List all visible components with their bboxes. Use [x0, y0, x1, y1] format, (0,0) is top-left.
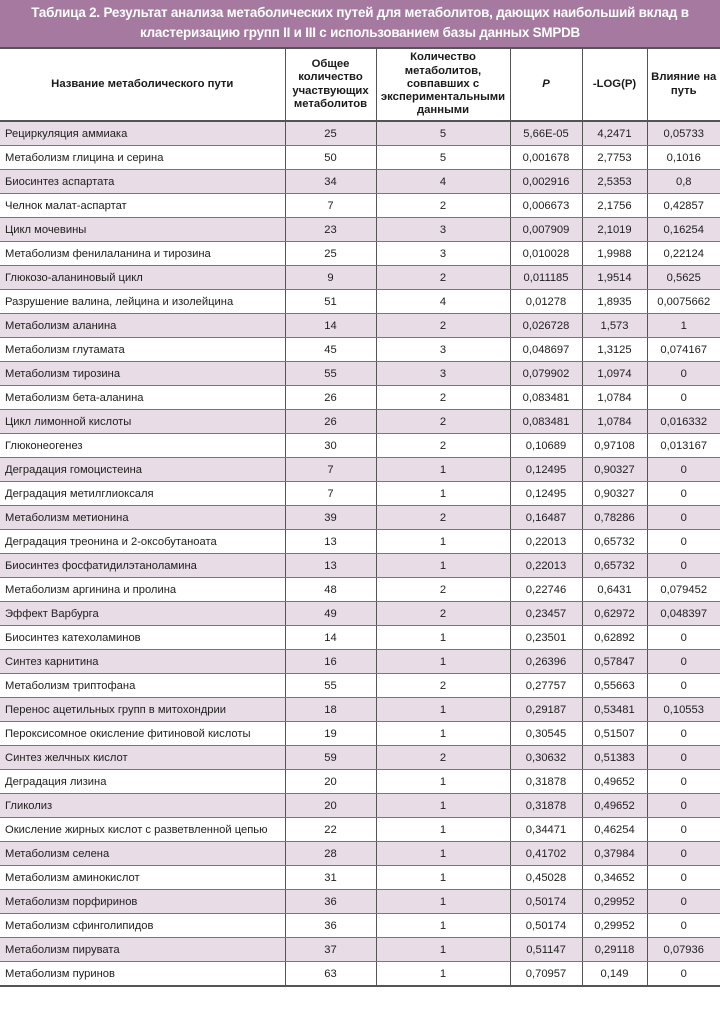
- cell-p-value: 0,22746: [510, 578, 582, 602]
- cell-pathway-name: Биосинтез аспартата: [0, 170, 285, 194]
- cell-pathway-name: Биосинтез катехоламинов: [0, 626, 285, 650]
- cell-pathway-impact: 0,16254: [647, 218, 720, 242]
- cell-pathway-impact: 1: [647, 314, 720, 338]
- cell-p-value: 0,083481: [510, 410, 582, 434]
- header-total-metabolites: Общее количество участвующих метаболитов: [285, 48, 376, 121]
- cell-p-value: 0,22013: [510, 530, 582, 554]
- cell-p-value: 0,16487: [510, 506, 582, 530]
- cell-pathway-name: Метаболизм пирувата: [0, 938, 285, 962]
- table-row: [0, 674, 720, 698]
- cell-p-value: 0,45028: [510, 866, 582, 890]
- table-row: [0, 578, 720, 602]
- cell-pathway-impact: 0: [647, 866, 720, 890]
- cell-p-value: 0,23457: [510, 602, 582, 626]
- cell-matched-metabolites: 2: [376, 674, 510, 698]
- cell-total-metabolites: 28: [285, 842, 376, 866]
- cell-pathway-name: Окисление жирных кислот с разветвленной цепью: [0, 818, 285, 842]
- table-row: [0, 290, 720, 314]
- cell-total-metabolites: 13: [285, 530, 376, 554]
- cell-pathway-name: Метаболизм аргинина и пролина: [0, 578, 285, 602]
- cell-matched-metabolites: 1: [376, 530, 510, 554]
- table-row: [0, 650, 720, 674]
- cell-neg-log-p: 0,29118: [582, 938, 647, 962]
- cell-matched-metabolites: 2: [376, 386, 510, 410]
- cell-pathway-impact: 0: [647, 794, 720, 818]
- cell-matched-metabolites: 2: [376, 314, 510, 338]
- cell-total-metabolites: 63: [285, 962, 376, 987]
- cell-neg-log-p: 1,0974: [582, 362, 647, 386]
- cell-total-metabolites: 59: [285, 746, 376, 770]
- cell-matched-metabolites: 1: [376, 698, 510, 722]
- cell-neg-log-p: 1,9988: [582, 242, 647, 266]
- header-matched-metabolites: Количество метаболитов, совпавших с экспериментальными данными: [376, 48, 510, 121]
- cell-matched-metabolites: 3: [376, 242, 510, 266]
- cell-pathway-name: Челнок малат-аспартат: [0, 194, 285, 218]
- table-row: [0, 146, 720, 170]
- cell-total-metabolites: 25: [285, 242, 376, 266]
- cell-matched-metabolites: 2: [376, 746, 510, 770]
- cell-total-metabolites: 26: [285, 410, 376, 434]
- cell-total-metabolites: 31: [285, 866, 376, 890]
- cell-pathway-impact: 0,0075662: [647, 290, 720, 314]
- cell-pathway-impact: 0: [647, 530, 720, 554]
- cell-neg-log-p: 0,149: [582, 962, 647, 987]
- cell-pathway-impact: 0: [647, 482, 720, 506]
- cell-pathway-name: Деградация метилглиоксаля: [0, 482, 285, 506]
- cell-p-value: 0,026728: [510, 314, 582, 338]
- cell-total-metabolites: 30: [285, 434, 376, 458]
- table-row: [0, 121, 720, 146]
- cell-p-value: 0,30632: [510, 746, 582, 770]
- cell-pathway-impact: 0,048397: [647, 602, 720, 626]
- cell-p-value: 0,083481: [510, 386, 582, 410]
- cell-neg-log-p: 0,49652: [582, 794, 647, 818]
- cell-total-metabolites: 9: [285, 266, 376, 290]
- header-neg-log-p: -LOG(P): [582, 48, 647, 121]
- cell-neg-log-p: 1,3125: [582, 338, 647, 362]
- cell-matched-metabolites: 1: [376, 890, 510, 914]
- cell-p-value: 0,22013: [510, 554, 582, 578]
- cell-neg-log-p: 1,8935: [582, 290, 647, 314]
- cell-total-metabolites: 49: [285, 602, 376, 626]
- cell-pathway-name: Метаболизм глицина и серина: [0, 146, 285, 170]
- cell-neg-log-p: 0,29952: [582, 890, 647, 914]
- cell-neg-log-p: 0,90327: [582, 458, 647, 482]
- table-row: [0, 314, 720, 338]
- cell-pathway-impact: 0,016332: [647, 410, 720, 434]
- cell-total-metabolites: 37: [285, 938, 376, 962]
- table-row: [0, 506, 720, 530]
- cell-pathway-name: Цикл мочевины: [0, 218, 285, 242]
- table-row: [0, 698, 720, 722]
- table-row: [0, 794, 720, 818]
- table-title: Таблица 2. Результат анализа метаболических путей для метаболитов, дающих наибольший вклад в кластеризацию групп II и III с использованием базы данных SMPDB: [0, 0, 720, 47]
- cell-p-value: 0,001678: [510, 146, 582, 170]
- cell-pathway-impact: 0,22124: [647, 242, 720, 266]
- cell-matched-metabolites: 1: [376, 458, 510, 482]
- cell-pathway-name: Синтез карнитина: [0, 650, 285, 674]
- cell-total-metabolites: 36: [285, 914, 376, 938]
- cell-matched-metabolites: 4: [376, 290, 510, 314]
- cell-p-value: 0,29187: [510, 698, 582, 722]
- cell-pathway-impact: 0,8: [647, 170, 720, 194]
- cell-neg-log-p: 0,51383: [582, 746, 647, 770]
- cell-total-metabolites: 13: [285, 554, 376, 578]
- table-row: [0, 626, 720, 650]
- cell-total-metabolites: 19: [285, 722, 376, 746]
- cell-neg-log-p: 2,7753: [582, 146, 647, 170]
- cell-pathway-name: Глюконеогенез: [0, 434, 285, 458]
- header-pathway-impact: Влияние на путь: [647, 48, 720, 121]
- cell-total-metabolites: 51: [285, 290, 376, 314]
- cell-pathway-impact: 0,42857: [647, 194, 720, 218]
- cell-pathway-impact: 0: [647, 722, 720, 746]
- table-row: [0, 842, 720, 866]
- cell-neg-log-p: 0,57847: [582, 650, 647, 674]
- cell-matched-metabolites: 2: [376, 602, 510, 626]
- cell-total-metabolites: 48: [285, 578, 376, 602]
- cell-pathway-impact: 0: [647, 554, 720, 578]
- cell-matched-metabolites: 1: [376, 650, 510, 674]
- cell-neg-log-p: 0,29952: [582, 914, 647, 938]
- cell-pathway-impact: 0: [647, 890, 720, 914]
- cell-neg-log-p: 0,34652: [582, 866, 647, 890]
- cell-neg-log-p: 0,6431: [582, 578, 647, 602]
- cell-total-metabolites: 7: [285, 194, 376, 218]
- cell-total-metabolites: 18: [285, 698, 376, 722]
- cell-p-value: 0,048697: [510, 338, 582, 362]
- cell-matched-metabolites: 1: [376, 722, 510, 746]
- cell-pathway-impact: 0: [647, 506, 720, 530]
- cell-matched-metabolites: 4: [376, 170, 510, 194]
- cell-matched-metabolites: 3: [376, 362, 510, 386]
- header-pathway-name: Название метаболического пути: [0, 48, 285, 121]
- table-row: [0, 266, 720, 290]
- cell-pathway-impact: 0,074167: [647, 338, 720, 362]
- cell-total-metabolites: 22: [285, 818, 376, 842]
- cell-p-value: 0,002916: [510, 170, 582, 194]
- cell-matched-metabolites: 5: [376, 146, 510, 170]
- cell-pathway-name: Метаболизм фенилаланина и тирозина: [0, 242, 285, 266]
- cell-pathway-impact: 0: [647, 650, 720, 674]
- cell-total-metabolites: 20: [285, 770, 376, 794]
- table-row: [0, 554, 720, 578]
- table-body: [0, 121, 720, 986]
- cell-neg-log-p: 0,51507: [582, 722, 647, 746]
- table-row: [0, 362, 720, 386]
- cell-pathway-name: Метаболизм порфиринов: [0, 890, 285, 914]
- cell-pathway-name: Метаболизм глутамата: [0, 338, 285, 362]
- cell-pathway-name: Биосинтез фосфатидилэтаноламина: [0, 554, 285, 578]
- cell-neg-log-p: 2,1019: [582, 218, 647, 242]
- cell-neg-log-p: 0,65732: [582, 554, 647, 578]
- table-row: [0, 218, 720, 242]
- cell-p-value: 0,31878: [510, 794, 582, 818]
- cell-pathway-name: Метаболизм селена: [0, 842, 285, 866]
- cell-pathway-name: Деградация треонина и 2-оксобутаноата: [0, 530, 285, 554]
- cell-pathway-impact: 0: [647, 458, 720, 482]
- cell-pathway-name: Эффект Варбурга: [0, 602, 285, 626]
- cell-total-metabolites: 39: [285, 506, 376, 530]
- cell-pathway-impact: 0,10553: [647, 698, 720, 722]
- cell-pathway-impact: 0: [647, 362, 720, 386]
- cell-matched-metabolites: 1: [376, 482, 510, 506]
- cell-p-value: 0,007909: [510, 218, 582, 242]
- cell-neg-log-p: 0,65732: [582, 530, 647, 554]
- cell-pathway-name: Деградация гомоцистеина: [0, 458, 285, 482]
- cell-pathway-name: Метаболизм сфинголипидов: [0, 914, 285, 938]
- cell-p-value: 0,006673: [510, 194, 582, 218]
- cell-pathway-name: Метаболизм бета-аланина: [0, 386, 285, 410]
- cell-total-metabolites: 36: [285, 890, 376, 914]
- cell-matched-metabolites: 1: [376, 962, 510, 987]
- cell-matched-metabolites: 3: [376, 338, 510, 362]
- table-row: [0, 242, 720, 266]
- cell-matched-metabolites: 1: [376, 626, 510, 650]
- cell-matched-metabolites: 5: [376, 121, 510, 146]
- cell-p-value: 0,01278: [510, 290, 582, 314]
- header-p-value: P: [510, 48, 582, 121]
- table-row: [0, 818, 720, 842]
- cell-matched-metabolites: 2: [376, 578, 510, 602]
- cell-neg-log-p: 1,0784: [582, 386, 647, 410]
- cell-pathway-impact: 0,1016: [647, 146, 720, 170]
- cell-neg-log-p: 0,55663: [582, 674, 647, 698]
- cell-pathway-impact: 0: [647, 746, 720, 770]
- cell-pathway-name: Метаболизм метионина: [0, 506, 285, 530]
- cell-p-value: 0,23501: [510, 626, 582, 650]
- cell-total-metabolites: 7: [285, 482, 376, 506]
- cell-matched-metabolites: 1: [376, 818, 510, 842]
- cell-matched-metabolites: 1: [376, 842, 510, 866]
- cell-matched-metabolites: 1: [376, 938, 510, 962]
- cell-total-metabolites: 14: [285, 314, 376, 338]
- cell-p-value: 0,51147: [510, 938, 582, 962]
- cell-total-metabolites: 26: [285, 386, 376, 410]
- cell-p-value: 0,30545: [510, 722, 582, 746]
- table-row: [0, 962, 720, 987]
- table-row: [0, 458, 720, 482]
- table-row: [0, 602, 720, 626]
- cell-p-value: 0,31878: [510, 770, 582, 794]
- cell-pathway-impact: 0: [647, 818, 720, 842]
- cell-total-metabolites: 20: [285, 794, 376, 818]
- table-row: [0, 866, 720, 890]
- cell-pathway-impact: 0,013167: [647, 434, 720, 458]
- cell-neg-log-p: 0,62892: [582, 626, 647, 650]
- cell-matched-metabolites: 2: [376, 266, 510, 290]
- cell-pathway-impact: 0,07936: [647, 938, 720, 962]
- cell-pathway-name: Глюкозо-аланиновый цикл: [0, 266, 285, 290]
- table-row: [0, 530, 720, 554]
- cell-p-value: 0,079902: [510, 362, 582, 386]
- cell-pathway-name: Метаболизм триптофана: [0, 674, 285, 698]
- cell-pathway-name: Деградация лизина: [0, 770, 285, 794]
- cell-p-value: 0,010028: [510, 242, 582, 266]
- cell-p-value: 0,27757: [510, 674, 582, 698]
- table-row: [0, 194, 720, 218]
- cell-neg-log-p: 0,90327: [582, 482, 647, 506]
- cell-pathway-name: Пероксисомное окисление фитиновой кислоты: [0, 722, 285, 746]
- cell-total-metabolites: 25: [285, 121, 376, 146]
- cell-total-metabolites: 55: [285, 362, 376, 386]
- cell-total-metabolites: 16: [285, 650, 376, 674]
- cell-neg-log-p: 0,37984: [582, 842, 647, 866]
- header-row: [0, 48, 720, 121]
- cell-total-metabolites: 50: [285, 146, 376, 170]
- cell-pathway-name: Цикл лимонной кислоты: [0, 410, 285, 434]
- cell-neg-log-p: 2,5353: [582, 170, 647, 194]
- cell-matched-metabolites: 1: [376, 554, 510, 578]
- cell-total-metabolites: 45: [285, 338, 376, 362]
- cell-neg-log-p: 1,9514: [582, 266, 647, 290]
- cell-total-metabolites: 23: [285, 218, 376, 242]
- table-row: [0, 770, 720, 794]
- cell-p-value: 0,12495: [510, 458, 582, 482]
- table-row: [0, 170, 720, 194]
- cell-neg-log-p: 0,97108: [582, 434, 647, 458]
- cell-pathway-impact: 0,5625: [647, 266, 720, 290]
- cell-matched-metabolites: 1: [376, 914, 510, 938]
- cell-matched-metabolites: 2: [376, 506, 510, 530]
- cell-pathway-name: Рециркуляция аммиака: [0, 121, 285, 146]
- cell-pathway-impact: 0: [647, 674, 720, 698]
- table-row: [0, 914, 720, 938]
- cell-matched-metabolites: 2: [376, 434, 510, 458]
- cell-pathway-impact: 0: [647, 842, 720, 866]
- cell-pathway-impact: 0,079452: [647, 578, 720, 602]
- cell-p-value: 0,41702: [510, 842, 582, 866]
- cell-neg-log-p: 0,53481: [582, 698, 647, 722]
- cell-pathway-impact: 0: [647, 962, 720, 987]
- table-row: [0, 746, 720, 770]
- table-row: [0, 338, 720, 362]
- cell-pathway-name: Синтез желчных кислот: [0, 746, 285, 770]
- cell-pathway-impact: 0: [647, 770, 720, 794]
- cell-pathway-name: Гликолиз: [0, 794, 285, 818]
- cell-matched-metabolites: 3: [376, 218, 510, 242]
- cell-total-metabolites: 34: [285, 170, 376, 194]
- cell-neg-log-p: 2,1756: [582, 194, 647, 218]
- cell-neg-log-p: 0,46254: [582, 818, 647, 842]
- cell-total-metabolites: 14: [285, 626, 376, 650]
- cell-p-value: 5,66E-05: [510, 121, 582, 146]
- cell-pathway-impact: 0: [647, 914, 720, 938]
- cell-pathway-name: Разрушение валина, лейцина и изолейцина: [0, 290, 285, 314]
- cell-pathway-name: Метаболизм аминокислот: [0, 866, 285, 890]
- cell-neg-log-p: 0,78286: [582, 506, 647, 530]
- cell-pathway-name: Метаболизм тирозина: [0, 362, 285, 386]
- cell-pathway-name: Перенос ацетильных групп в митохондрии: [0, 698, 285, 722]
- cell-matched-metabolites: 1: [376, 866, 510, 890]
- cell-matched-metabolites: 2: [376, 194, 510, 218]
- table-row: [0, 386, 720, 410]
- table-header: [0, 48, 720, 121]
- cell-pathway-name: Метаболизм пуринов: [0, 962, 285, 987]
- table-row: [0, 410, 720, 434]
- pathway-table: [0, 47, 720, 987]
- table-row: [0, 722, 720, 746]
- cell-p-value: 0,70957: [510, 962, 582, 987]
- table-row: [0, 938, 720, 962]
- cell-neg-log-p: 1,0784: [582, 410, 647, 434]
- cell-pathway-impact: 0: [647, 386, 720, 410]
- cell-p-value: 0,50174: [510, 890, 582, 914]
- cell-neg-log-p: 0,62972: [582, 602, 647, 626]
- cell-pathway-impact: 0,05733: [647, 121, 720, 146]
- table-row: [0, 890, 720, 914]
- table-row: [0, 434, 720, 458]
- cell-matched-metabolites: 2: [376, 410, 510, 434]
- cell-matched-metabolites: 1: [376, 770, 510, 794]
- table-row: [0, 482, 720, 506]
- cell-neg-log-p: 1,573: [582, 314, 647, 338]
- cell-p-value: 0,50174: [510, 914, 582, 938]
- cell-total-metabolites: 55: [285, 674, 376, 698]
- cell-pathway-impact: 0: [647, 626, 720, 650]
- cell-p-value: 0,34471: [510, 818, 582, 842]
- cell-p-value: 0,011185: [510, 266, 582, 290]
- cell-p-value: 0,12495: [510, 482, 582, 506]
- cell-neg-log-p: 0,49652: [582, 770, 647, 794]
- cell-total-metabolites: 7: [285, 458, 376, 482]
- cell-matched-metabolites: 1: [376, 794, 510, 818]
- cell-pathway-name: Метаболизм аланина: [0, 314, 285, 338]
- cell-neg-log-p: 4,2471: [582, 121, 647, 146]
- cell-p-value: 0,26396: [510, 650, 582, 674]
- cell-p-value: 0,10689: [510, 434, 582, 458]
